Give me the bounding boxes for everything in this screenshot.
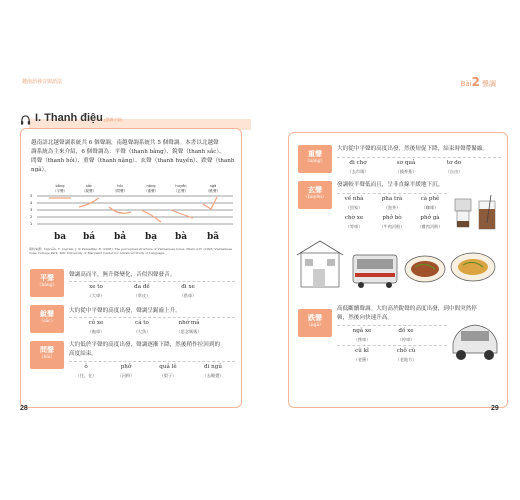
page-number-left: 28: [20, 405, 28, 412]
staff-label: nặng: [146, 184, 156, 188]
tone-desc: 聲調高而平，無升降變化，音似四聲發音。: [69, 272, 176, 278]
example-gloss: （等車）: [345, 224, 363, 229]
example-gloss: （停車）: [397, 337, 415, 342]
source-note: 資料來源：Nguyễn, T., Ingram, J. & Pensalfini, R. (2008). The perceptual structure of Vietnamese tones. Pham A.H. (2003) Vietnamese Tone. College Park, MD: University of Maryland Center for Advanced Study of Language.: [29, 247, 233, 255]
example-word: đồ xe: [398, 328, 414, 334]
syllable: bả: [113, 232, 127, 242]
staff-label-zh: （跌聲）: [205, 189, 221, 193]
tone-label-huyen: 玄聲 （huyền）: [298, 181, 332, 209]
example-gloss: （自由）: [445, 169, 463, 174]
example-word: cũ kĩ: [355, 348, 369, 354]
example-word: phở: [120, 364, 132, 370]
left-content-box: [20, 128, 242, 408]
car-illustration: [449, 313, 501, 369]
page-number-right: 29: [491, 405, 499, 412]
staff-label: hỏi: [117, 184, 123, 188]
coffee-illustration: [451, 193, 503, 235]
example-gloss: （拖車）: [87, 329, 105, 334]
pho-chicken-illustration: [451, 253, 495, 281]
divider: [337, 345, 447, 346]
staff-label-zh: （問聲）: [112, 189, 128, 193]
right-content-box: [288, 132, 508, 408]
example-word: chờ xe: [344, 215, 364, 221]
divider: [337, 157, 501, 158]
illustration-row: [297, 239, 501, 297]
level-number: 3: [30, 208, 33, 212]
example-gloss: （去睡覺）: [202, 373, 224, 378]
divider: [69, 361, 235, 362]
example-gloss: （泡茶）: [383, 205, 401, 210]
divider: [337, 193, 447, 194]
pho-beef-illustration: [405, 256, 445, 282]
tone-desc: 高低斷續聲調。大約高於銳聲的高度出發，到中間突然停 頓，然後向快速升高。: [337, 306, 477, 321]
example-word: cô xe: [88, 320, 104, 326]
example-word: đi ngủ: [204, 364, 222, 370]
example-word: đi xe: [181, 284, 195, 290]
example-word: đi chợ: [349, 160, 367, 166]
syllable: bã: [206, 232, 220, 242]
example-word: chỗ cũ: [396, 348, 416, 354]
level-number: 2: [30, 215, 33, 219]
staff-label-zh: （平聲）: [52, 189, 68, 193]
staff-label-zh: （玄聲）: [173, 189, 189, 193]
house-illustration: [297, 241, 343, 287]
staff-label: ngã: [209, 184, 217, 188]
example-gloss: （牛肉河粉）: [379, 224, 405, 229]
tone-desc: 大約從中平聲的高度出發，聲調呈鋸齒上升。: [69, 308, 181, 314]
tone-staff-diagram: [27, 181, 237, 245]
syllable: bá: [82, 232, 96, 242]
example-word: pha trà: [381, 196, 403, 202]
staff-label: bằng: [55, 184, 65, 188]
example-word: cà phê: [420, 196, 440, 202]
example-word: về nhà: [344, 196, 364, 202]
staff-label: sắc: [85, 184, 93, 188]
staff-label-zh: （重聲）: [143, 189, 159, 193]
example-word: cá to: [135, 320, 149, 326]
example-gloss: （雞肉河粉）: [417, 224, 443, 229]
headphone-icon[interactable]: [20, 115, 31, 126]
example-word: sơ quả: [396, 160, 416, 166]
divider: [337, 325, 447, 326]
level-number: 4: [30, 201, 33, 205]
divider: [69, 317, 235, 318]
section-title: I. Thanh điệu (聲調介紹): [35, 112, 123, 124]
tone-label-bang: 平聲 （bằng）: [30, 269, 64, 297]
example-word: đa đề: [134, 284, 150, 290]
example-gloss: （搭車）: [179, 293, 197, 298]
staff-label: huyền: [175, 184, 187, 188]
tone-desc: 發調較平聲低而且，呈非直線平緩地下沉。: [337, 182, 444, 188]
example-word: phở gà: [420, 215, 440, 221]
example-gloss: （咖啡）: [421, 205, 439, 210]
example-gloss: （梨子）: [159, 373, 177, 378]
example-gloss: （大車）: [87, 293, 105, 298]
example-gloss: （摸香蕉）: [395, 169, 417, 174]
tone-contour-sac: [79, 198, 99, 207]
syllable: bạ: [144, 232, 158, 242]
example-gloss: （草皮）: [133, 293, 151, 298]
syllable: bà: [174, 232, 188, 242]
staff-label-zh: （銳聲）: [81, 189, 97, 193]
bus-illustration: [353, 255, 397, 288]
example-word: xe to: [89, 284, 103, 290]
example-gloss: （大魚）: [133, 329, 151, 334]
level-number: 1: [30, 222, 33, 226]
example-gloss: （摔車）: [353, 337, 371, 342]
running-header-left: 越南語發音與語法: [22, 79, 63, 85]
tone-contour-nang: [141, 210, 161, 222]
example-word: ô: [84, 364, 88, 370]
level-number: 5: [30, 194, 33, 198]
intro-paragraph: 越南語北越聲調系統共 6 個聲調，南越聲調系統共 5 個聲調。本書以北越聲 調系統為主來介紹，6 個聲調為：平聲（thanh bằng）、銳聲（thanh sắc）、 問聲（thanh hỏi）、重聲（thanh nặng）、玄聲（thanh huyền）、跌聲（thanh ngã）。: [31, 140, 235, 173]
tone-desc: 大約低於平聲的高度出發，聲調逐漸下降，然後稍作拉回到的 高度結束。: [69, 342, 221, 357]
divider: [69, 281, 235, 282]
example-word: nhớ mả: [178, 320, 200, 326]
example-gloss: （老舊）: [353, 357, 371, 362]
tone-label-nang: 重聲 （nặng）: [298, 145, 332, 173]
example-gloss: （去市場）: [347, 169, 369, 174]
syllable: ba: [53, 232, 67, 242]
tone-label-nga: 跌聲 （ngã）: [298, 309, 332, 337]
example-gloss: （回家）: [345, 205, 363, 210]
running-header-right: Bài2 聲調: [460, 75, 496, 89]
example-gloss: （河粉）: [117, 373, 135, 378]
example-gloss: （老地方）: [395, 357, 417, 362]
example-word: quả lê: [159, 364, 177, 370]
example-gloss: （思念媽媽）: [176, 329, 202, 334]
example-word: tơ do: [446, 160, 462, 166]
example-word: phở bò: [382, 215, 402, 221]
tone-label-sac: 銳聲 （sắc）: [30, 305, 64, 333]
example-word: ngã xe: [352, 328, 372, 334]
example-gloss: （住，在）: [75, 373, 97, 378]
tone-desc: 大約從中平聲的高度出發，然後短促下降，結束時聲帶緊縮。: [337, 146, 489, 152]
tone-label-hoi: 問聲 （hỏi）: [30, 341, 64, 369]
